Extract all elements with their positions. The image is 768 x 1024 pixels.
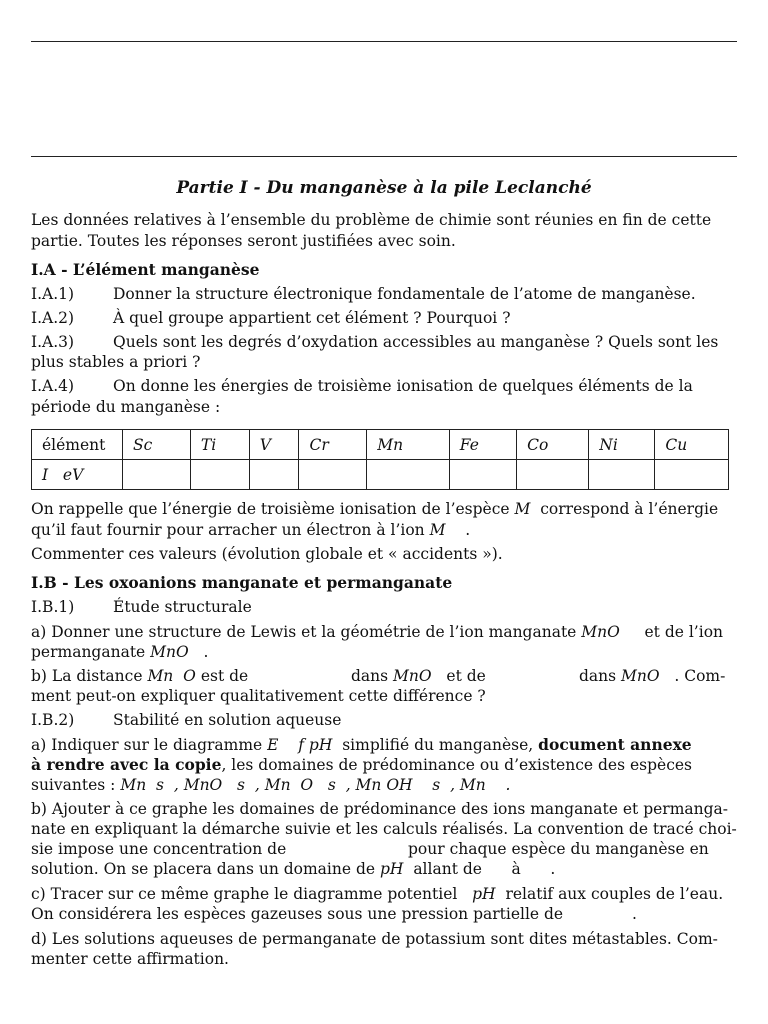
question-id: I.A.4) <box>31 377 75 395</box>
ib1-b-line-1-end <box>579 666 725 686</box>
table-element: Fe <box>449 430 516 460</box>
formula: f <box>298 736 304 754</box>
text: qu’il faut fournir pour arracher un électron à l’ion <box>31 521 425 539</box>
intro-line-1: Les données relatives à l’ensemble du problème de chimie sont réunies en fin de cette <box>31 211 712 229</box>
ib2-a-line-2 <box>31 755 692 775</box>
ionization-table <box>31 429 729 490</box>
table-element: Ti <box>190 430 249 460</box>
symbol: M <box>429 521 446 539</box>
row-label-symbol: I <box>42 465 49 484</box>
text: a) Indiquer sur le diagramme <box>31 736 263 754</box>
table-header-row <box>32 430 729 460</box>
formula: pH <box>380 860 404 878</box>
question-ia4 <box>31 376 693 396</box>
ib2-b-line-3 <box>31 839 286 859</box>
text: et de l’ion <box>644 623 724 641</box>
ib2-b-line-2: nate en expliquant la démarche suivie et les calculs réalisés. La convention de tracé choi- <box>31 820 737 838</box>
ib1-b-line-2: ment peut-on expliquer qualitativement cette différence ? <box>31 687 486 705</box>
text: allant de <box>413 860 482 878</box>
page-title: Partie I - Du manganèse à la pile Leclanché <box>176 178 592 198</box>
ib2-b-line-4 <box>31 859 555 879</box>
text: à <box>511 860 521 878</box>
formula: MnO <box>393 667 432 685</box>
after-table-line-3: Commenter ces valeurs (évolution globale et « accidents »). <box>31 545 503 563</box>
question-ia2 <box>31 308 511 328</box>
table-cell <box>517 460 589 490</box>
question-text: Étude structurale <box>113 598 252 616</box>
text: est de <box>200 667 249 685</box>
text: sie impose une concentration de <box>31 840 287 858</box>
text: solution. On se placera dans un domaine de <box>31 860 376 878</box>
table-cell <box>249 460 299 490</box>
ib2-b-line-1: b) Ajouter à ce graphe les domaines de prédominance des ions manganate et permanga- <box>31 800 729 818</box>
ib1-b-line-1-mid <box>351 666 486 686</box>
table-element: V <box>249 430 299 460</box>
ib2-d-line-1: d) Les solutions aqueuses de permanganate de potassium sont dites métastables. Com- <box>31 930 718 948</box>
ib1-a-line-2 <box>31 642 208 662</box>
text: , les domaines de prédominance ou d’existence des espèces <box>221 756 693 774</box>
ib2-c-line-2-end: . <box>632 905 637 923</box>
after-table-line-1 <box>31 499 718 519</box>
species-list: Mn s , MnO s , Mn O s , Mn OH s , Mn . <box>120 776 511 794</box>
bold-text: document annexe <box>538 735 692 754</box>
text: . Com- <box>674 667 726 685</box>
question-ib1 <box>31 597 252 617</box>
question-id: I.A.3) <box>31 333 75 351</box>
question-ia3 <box>31 332 718 352</box>
question-id: I.A.1) <box>31 285 75 303</box>
text: . <box>465 521 471 539</box>
formula: Mn <box>147 667 174 685</box>
table-cell <box>655 460 729 490</box>
question-ia4-cont: période du manganèse : <box>31 398 221 416</box>
formula: pH <box>308 736 333 754</box>
ib2-b-line-3-end: pour chaque espèce du manganèse en <box>408 840 709 858</box>
text: On considérera les espèces gazeuses sous une pression partielle de <box>31 905 564 923</box>
symbol: M <box>514 500 531 518</box>
text: relatif aux couples de l’eau. <box>505 885 724 903</box>
text: . <box>550 860 556 878</box>
formula: MnO <box>581 623 620 641</box>
formula: pH <box>472 885 496 903</box>
text: . <box>203 643 209 661</box>
table-cell <box>190 460 249 490</box>
question-ib2 <box>31 710 341 730</box>
section-b-heading: I.B - Les oxoanions manganate et permanganate <box>31 573 453 592</box>
question-ia1 <box>31 284 696 304</box>
question-ia3-cont: plus stables a priori ? <box>31 353 201 371</box>
text: correspond à l’énergie <box>540 500 719 518</box>
question-id: I.A.2) <box>31 309 75 327</box>
table-element: Co <box>517 430 589 460</box>
ib1-a-line-1 <box>31 622 723 642</box>
text: dans <box>351 667 389 685</box>
row-label-unit: eV <box>62 465 84 484</box>
question-text: Stabilité en solution aqueuse <box>113 711 342 729</box>
bold-text: à rendre avec la copie <box>31 755 222 774</box>
question-text: Quels sont les degrés d’oxydation accessibles au manganèse ? Quels sont les <box>113 333 719 351</box>
table-value-row <box>32 460 729 490</box>
text: suivantes : <box>31 776 116 794</box>
intro-line-2: partie. Toutes les réponses seront justifiées avec soin. <box>31 232 456 250</box>
question-text: À quel groupe appartient cet élément ? Pourquoi ? <box>113 309 511 327</box>
table-cell <box>449 460 516 490</box>
table-cell <box>367 460 450 490</box>
text: simplifié du manganèse, <box>342 736 534 754</box>
after-table-line-2 <box>31 520 470 540</box>
table-cell <box>123 460 191 490</box>
formula: MnO <box>621 667 660 685</box>
text: a) Donner une structure de Lewis et la géométrie de l’ion manganate <box>31 623 577 641</box>
question-id: I.B.1) <box>31 598 75 616</box>
table-element: Ni <box>589 430 655 460</box>
ib1-b-line-1 <box>31 666 248 686</box>
table-element: Cr <box>299 430 367 460</box>
text: On rappelle que l’énergie de troisième ionisation de l’espèce <box>31 500 510 518</box>
table-cell <box>589 460 655 490</box>
text: et de <box>446 667 486 685</box>
table-cell <box>299 460 367 490</box>
text: permanganate <box>31 643 146 661</box>
question-text: On donne les énergies de troisième ionisation de quelques éléments de la <box>113 377 693 395</box>
table-element: Mn <box>367 430 450 460</box>
text: dans <box>579 667 617 685</box>
ib2-a-line-3 <box>31 775 510 795</box>
question-text: Donner la structure électronique fondamentale de l’atome de manganèse. <box>113 285 696 303</box>
table-element: Sc <box>123 430 191 460</box>
ib2-a-line-1 <box>31 735 692 755</box>
formula: E <box>267 736 279 754</box>
text: c) Tracer sur ce même graphe le diagramme potentiel <box>31 885 458 903</box>
header-rule-top <box>31 41 737 42</box>
question-id: I.B.2) <box>31 711 75 729</box>
formula: O <box>183 667 196 685</box>
ib2-c-line-2 <box>31 904 563 924</box>
ib2-d-line-2: menter cette affirmation. <box>31 950 229 968</box>
formula: MnO <box>150 643 189 661</box>
text: b) La distance <box>31 667 143 685</box>
table-header-label: élément <box>32 430 123 460</box>
header-rule-bottom <box>31 156 737 157</box>
section-a-heading: I.A - L’élément manganèse <box>31 260 260 279</box>
table-row-label <box>32 460 123 490</box>
table-element: Cu <box>655 430 729 460</box>
ib2-c-line-1 <box>31 884 723 904</box>
